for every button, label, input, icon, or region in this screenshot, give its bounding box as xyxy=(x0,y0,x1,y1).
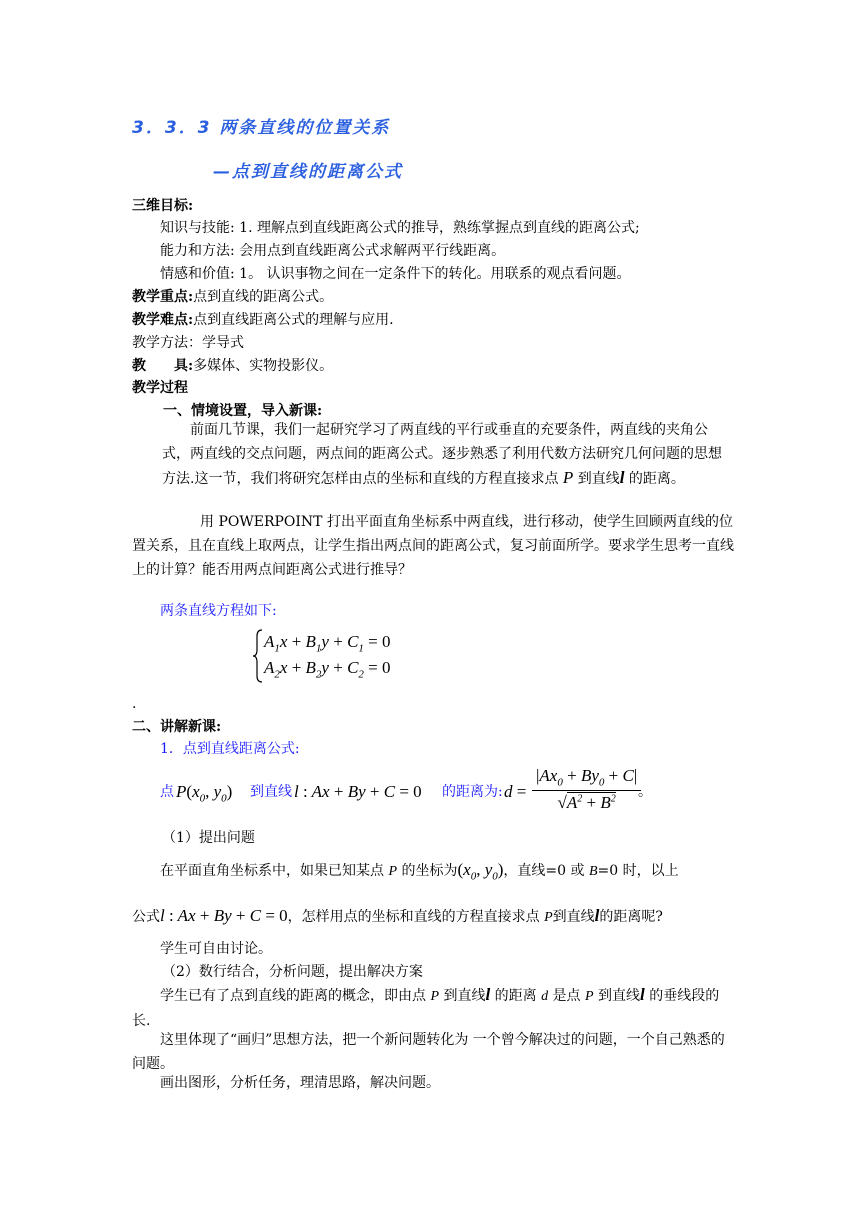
section2-paragraph3 xyxy=(160,858,679,888)
p3-b-symbol: B xyxy=(588,864,598,879)
doc-title: 3．3．3 两条直线的位置关系 xyxy=(132,118,391,138)
formula-text-c: 的距离为: xyxy=(442,784,503,800)
point-p-symbol: P xyxy=(562,468,574,487)
difficulty-text: 点到直线距离公式的理解与应用. xyxy=(193,312,394,328)
formula-denominator: $√A^2 + B^2$ xyxy=(532,790,641,813)
p4-text-b: ，怎样用点的坐标和直线的方程直接求点 xyxy=(287,909,545,925)
equation-2: $A_2x + B_2y + C_2 = 0$ xyxy=(264,658,391,681)
section2-paragraph8: 画出图形，分析任务，理清思路，解决问题。 xyxy=(160,1075,440,1091)
section2-paragraph6 xyxy=(132,983,734,1033)
p6-line-l2: l xyxy=(640,985,645,1004)
left-brace xyxy=(252,628,264,684)
question-1: （1）提出问题 xyxy=(162,830,255,846)
teaching-method: 教学方法：学导式 xyxy=(132,335,244,351)
formula-text-a: 点 xyxy=(160,784,174,800)
section2-paragraph4 xyxy=(132,904,663,930)
key-point-label: 教学重点: xyxy=(132,289,194,305)
p6-text-c: 的距离 xyxy=(490,988,542,1004)
equations-intro: 两条直线方程如下: xyxy=(160,603,277,619)
section1-paragraph1 xyxy=(162,418,734,491)
tools-text: 多媒体、实物投影仪。 xyxy=(193,358,334,374)
section2-heading: 二、讲解新课: xyxy=(132,719,222,735)
formula-numerator: $|Ax_0 + By_0 + C|$ xyxy=(536,766,638,789)
p4-line-eq: l : Ax + By + C = 0 xyxy=(160,906,288,925)
doc-subtitle: —点到直线的距离公式 xyxy=(213,162,403,182)
process-heading: 教学过程 xyxy=(132,380,188,396)
p4-text-c: 到直线 xyxy=(552,909,595,925)
formula-line: l : Ax + By + C = 0 xyxy=(294,782,422,801)
formula-fraction xyxy=(532,766,641,813)
p6-point-p2: P xyxy=(585,989,594,1004)
objective-ability: 能力和方法: 会用点到直线距离公式求解两平行线距离。 xyxy=(160,243,506,259)
section1-heading: 一、情境设置，导入新课: xyxy=(163,403,323,419)
p6-text-g: 的垂线段的长. xyxy=(132,988,720,1029)
para1-text-a: 前面几节课，我们一起研究学习了两直线的平行或垂直的充要条件，两直线的夹角公式，两直线的交点问题，两点间的距离公式。逐步熟悉了利用代数方法研究几何问题的思想方法.这一节，我们将研究怎样由点的坐标和直线的方程直接求点 xyxy=(162,422,722,487)
section1-paragraph2: 用 POWERPOINT 打出平面直角坐标系中两直线，进行移动，使学生回顾两直线的位置关系，且在直线上取两点，让学生指出两点间的距离公式，复习前面所学。要求学生思考一直线上的计算？能否用两点间距离公式进行推导？ xyxy=(132,514,734,578)
section2-paragraph7: 这里体现了“画归”思想方法，把一个新问题转化为 一个曾今解决过的问题，一个自己熟悉的问题。 xyxy=(132,1032,725,1072)
p6-text-f: 到直线 xyxy=(593,988,641,1004)
objectives-heading: 三维目标: xyxy=(132,198,194,214)
question-2: （2）数行结合，分析问题，提出解决方案 xyxy=(162,964,423,980)
p3-text-a: 在平面直角坐标系中，如果已知某点 xyxy=(160,863,389,879)
p4-point-p: P xyxy=(544,910,553,925)
p3-text-c: ，直线=0 或 xyxy=(503,863,589,879)
p3-text-d: =0 时，以上 xyxy=(597,863,679,879)
formula-text-b: 到直线 xyxy=(250,784,292,800)
p3-text-b: 的坐标为 xyxy=(397,863,458,879)
line-l-symbol: l xyxy=(619,468,625,487)
p6-text-e: 是点 xyxy=(548,988,586,1004)
objective-emotion: 情感和价值: 1。 认识事物之间在一定条件下的转化。用联系的观点看问题。 xyxy=(160,266,631,282)
para1-text-c: 的距离。 xyxy=(624,471,685,487)
p6-d-symbol: d xyxy=(541,989,549,1004)
tools xyxy=(132,356,333,376)
para1-text-b: 到直线 xyxy=(573,471,620,487)
equation-1: $A_1x + B_1y + C_1 = 0$ xyxy=(264,632,391,655)
p3-coordinates: ($x_0$, $y_0$) xyxy=(457,860,504,883)
p6-point-p: P xyxy=(430,989,440,1004)
p6-line-l: l xyxy=(485,985,491,1004)
p3-point-p: P xyxy=(388,864,398,879)
formula-end: 。 xyxy=(638,784,652,800)
p4-text-a: 公式 xyxy=(132,909,160,925)
p6-text-b: 到直线 xyxy=(439,988,486,1004)
formula-point: $P(x_0$, $y_0$) xyxy=(176,782,233,805)
period-mark: . xyxy=(132,696,137,712)
section2-subheading: 1．点到直线距离公式: xyxy=(160,741,300,757)
formula-d: d = xyxy=(504,782,527,801)
p4-text-d: 的距离呢? xyxy=(599,909,663,925)
key-point-text: 点到直线的距离公式。 xyxy=(193,289,334,305)
p4-line-l: l xyxy=(594,906,600,925)
p6-text-a: 学生已有了点到直线的距离的概念，即由点 xyxy=(160,988,431,1004)
section2-paragraph5: 学生可自由讨论。 xyxy=(160,941,272,957)
difficulty-label: 教学难点: xyxy=(132,312,194,328)
objective-knowledge: 知识与技能: 1. 理解点到直线距离公式的推导，熟练掌握点到直线的距离公式; xyxy=(160,220,640,236)
tools-label: 教 具: xyxy=(132,358,194,374)
key-point xyxy=(132,287,333,307)
difficulty xyxy=(132,310,394,330)
